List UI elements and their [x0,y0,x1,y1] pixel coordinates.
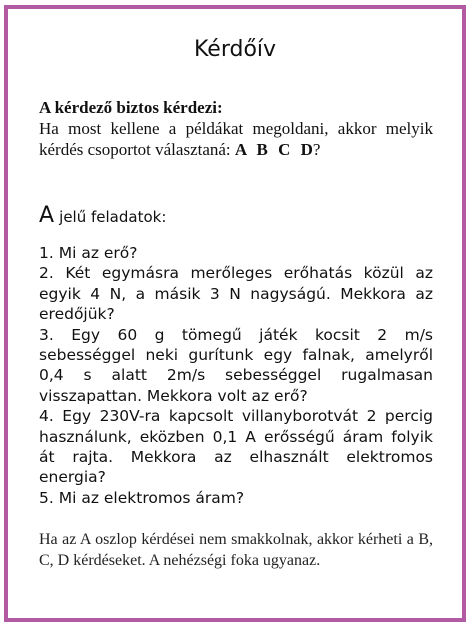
intro-text: Ha most kellene a példákat megoldani, akkor melyik kérdés csoportot választaná: [39,119,433,159]
section-letter: A [39,203,55,228]
questionnaire-card [4,5,466,622]
page-title: Kérdőív [193,37,277,62]
question-item: 2. Két egymásra merőleges erőhatás közül az egyik 4 N, a másik 3 N nagyságú. Mekkora az eredőjük? [39,264,433,324]
section-label: jelű feladatok: [59,208,167,226]
intro-lead: A kérdező biztos kérdezi: [39,98,223,117]
intro-letters: A B C D [234,140,313,159]
intro-end: ? [312,140,321,159]
intro-paragraph [39,97,433,160]
question-item: 5. Mi az elektromos áram? [39,488,245,507]
question-item: 1. Mi az erő? [39,244,138,262]
question-item: 4. Egy 230V-ra kapcsolt villanyborotvát 2 percig használunk, eközben 0,1 A erősségű áram folyik át rajta. Mekkora az elhasznált elektromos energia? [39,407,433,487]
question-item: 3. Egy 60 g tömegű játék kocsit 2 m/s sebességgel neki gurítunk egy falnak, amelyről 0,4 s alatt 2m/s sebességgel rugalmasan visszapattan. Mekkora volt az erő? [39,325,433,405]
question-list [39,243,433,508]
footer-note: Ha az A oszlop kérdései nem smakkolnak, akkor kérheti a B, C, D kérdéseket. A nehézségi foka ugyanaz. [39,531,433,569]
section-heading [39,203,166,228]
